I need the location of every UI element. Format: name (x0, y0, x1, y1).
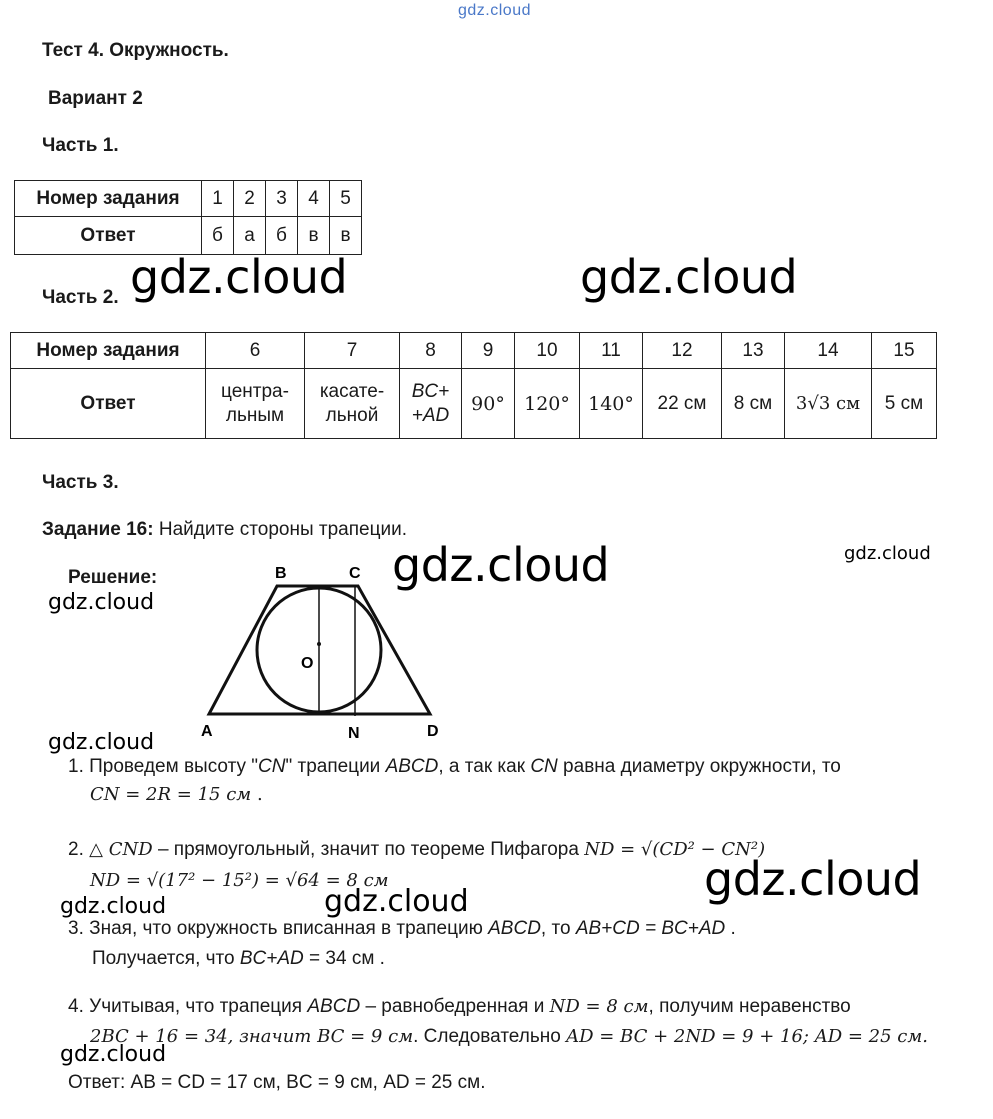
part1-answer: в (330, 217, 362, 255)
watermark-overlay: gdz.cloud (704, 852, 922, 906)
part2-table (10, 332, 937, 439)
label-b: B (275, 565, 287, 582)
step-var: CN (530, 756, 558, 777)
part3-heading: Часть 3. (42, 472, 119, 493)
part2-number: 7 (305, 333, 400, 369)
label-a: A (201, 723, 213, 740)
step-var: ND = 8 см (549, 996, 649, 1017)
answer-line: касате- (319, 380, 385, 402)
step-3-line2: Получается, что BC+AD = 34 см . (92, 948, 385, 969)
answer-line: льной (325, 404, 379, 426)
watermark-overlay: gdz.cloud (48, 590, 155, 615)
step-var: CN (258, 756, 286, 777)
step-var: ABCD (307, 996, 361, 1017)
part1-header-cell: Номер задания (15, 181, 202, 217)
step-2 (68, 835, 765, 865)
part2-number: 6 (206, 333, 305, 369)
step-var: △ CND (89, 839, 153, 860)
watermark-overlay: gdz.cloud (60, 894, 167, 919)
part2-answer: 8 см (722, 369, 785, 439)
step-text: равна диаметру окружности, то (557, 756, 841, 777)
part1-answer: а (234, 217, 266, 255)
part1-number: 1 (202, 181, 234, 217)
step-text: , то (540, 918, 576, 939)
step-2-formula: ND = √(17² − 15²) = √64 = 8 см (90, 870, 389, 891)
step-text: Получается, что (92, 948, 240, 969)
part2-answer-label: Ответ (11, 369, 206, 439)
task-text: Найдите стороны трапеции. (158, 519, 407, 540)
step-1-formula: CN = 2R = 15 см . (90, 784, 263, 805)
part2-answer: 3√3 см (785, 369, 872, 439)
part1-number: 3 (266, 181, 298, 217)
part1-heading: Часть 1. (42, 135, 119, 156)
part2-heading: Часть 2. (42, 287, 119, 308)
part2-answer (400, 369, 462, 439)
watermark-overlay: gdz.cloud (844, 543, 931, 564)
label-n: N (348, 725, 360, 742)
part2-number: 11 (580, 333, 643, 369)
part2-answer (305, 369, 400, 439)
label-d: D (427, 723, 439, 740)
part2-number: 10 (515, 333, 580, 369)
step-formula: AD = BC + 2ND = 9 + 16; AD = 25 см. (566, 1026, 929, 1047)
step-4-line2 (90, 1022, 928, 1052)
step-formula: 2BC + 16 = 34, значит BC = 9 см (90, 1026, 414, 1047)
step-var: AB+CD = BC+AD (575, 918, 726, 939)
part2-number: 12 (643, 333, 722, 369)
part2-answer: 140° (580, 369, 643, 439)
final-answer: Ответ: AB = CD = 17 см, BC = 9 см, AD = 25 см. (68, 1072, 486, 1093)
step-text: Зная, что окружность вписанная в трапецию (89, 918, 489, 939)
step-3: 3. Зная, что окружность вписанная в трапецию ABCD, то AB+CD = BC+AD . (68, 918, 736, 939)
part1-answer: б (202, 217, 234, 255)
step-text: , а так как (438, 756, 531, 777)
watermark-overlay: gdz.cloud (392, 538, 610, 592)
step-1 (68, 752, 841, 782)
step-number: 4. (68, 996, 84, 1017)
variant-label: Вариант 2 (48, 88, 143, 109)
center-point (317, 642, 321, 646)
part1-answer: б (266, 217, 298, 255)
answer-line: BC+ (411, 380, 450, 402)
formula-text: CN = 2R = 15 см (90, 784, 252, 805)
answer-line: центра- (221, 380, 289, 402)
step-text: . Следовательно (413, 1026, 567, 1047)
step-text: – прямоугольный, значит по теореме Пифагора (152, 839, 585, 860)
part2-header-cell: Номер задания (11, 333, 206, 369)
step-text: , получим неравенство (648, 996, 851, 1017)
part1-number: 5 (330, 181, 362, 217)
part1-number: 4 (298, 181, 330, 217)
step-formula: ND = √(CD² − CN²) (584, 839, 766, 860)
step-number: 1. (68, 756, 84, 777)
watermark-overlay: gdz.cloud (48, 730, 155, 755)
part1-answer: в (298, 217, 330, 255)
part2-answer: 5 см (872, 369, 937, 439)
watermark-top: gdz.cloud (458, 2, 531, 19)
step-text: Проведем высоту " (89, 756, 259, 777)
answer-line: +AD (411, 404, 450, 426)
page-title: Тест 4. Окружность. (42, 40, 229, 61)
part2-number: 9 (462, 333, 515, 369)
step-number: 3. (68, 918, 84, 939)
task-label: Задание 16: (42, 519, 154, 540)
step-text: Учитывая, что трапеция (89, 996, 308, 1017)
task-16 (42, 519, 407, 541)
label-c: C (349, 565, 361, 582)
part2-number: 15 (872, 333, 937, 369)
step-4 (68, 992, 851, 1022)
part1-number: 2 (234, 181, 266, 217)
part2-number: 13 (722, 333, 785, 369)
step-text: = 34 см (303, 948, 375, 969)
step-text: " трапеции (285, 756, 386, 777)
part2-number: 14 (785, 333, 872, 369)
step-text: – равнобедренная и (360, 996, 550, 1017)
step-var: ABCD (488, 918, 541, 939)
part2-answer: 22 см (643, 369, 722, 439)
part2-answer: 120° (515, 369, 580, 439)
part1-answer-label: Ответ (15, 217, 202, 255)
watermark-overlay: gdz.cloud (60, 1042, 167, 1067)
watermark-overlay: gdz.cloud (130, 250, 348, 304)
part2-answer (206, 369, 305, 439)
step-var: ABCD (385, 756, 439, 777)
part1-table (14, 180, 362, 255)
label-o: O (301, 655, 314, 672)
answer-line: льным (225, 404, 285, 426)
solution-label: Решение: (68, 567, 158, 588)
watermark-overlay: gdz.cloud (324, 884, 469, 919)
step-number: 2. (68, 839, 84, 860)
part2-answer: 90° (462, 369, 515, 439)
step-var: BC+AD (239, 948, 304, 969)
watermark-overlay: gdz.cloud (580, 250, 798, 304)
part2-number: 8 (400, 333, 462, 369)
